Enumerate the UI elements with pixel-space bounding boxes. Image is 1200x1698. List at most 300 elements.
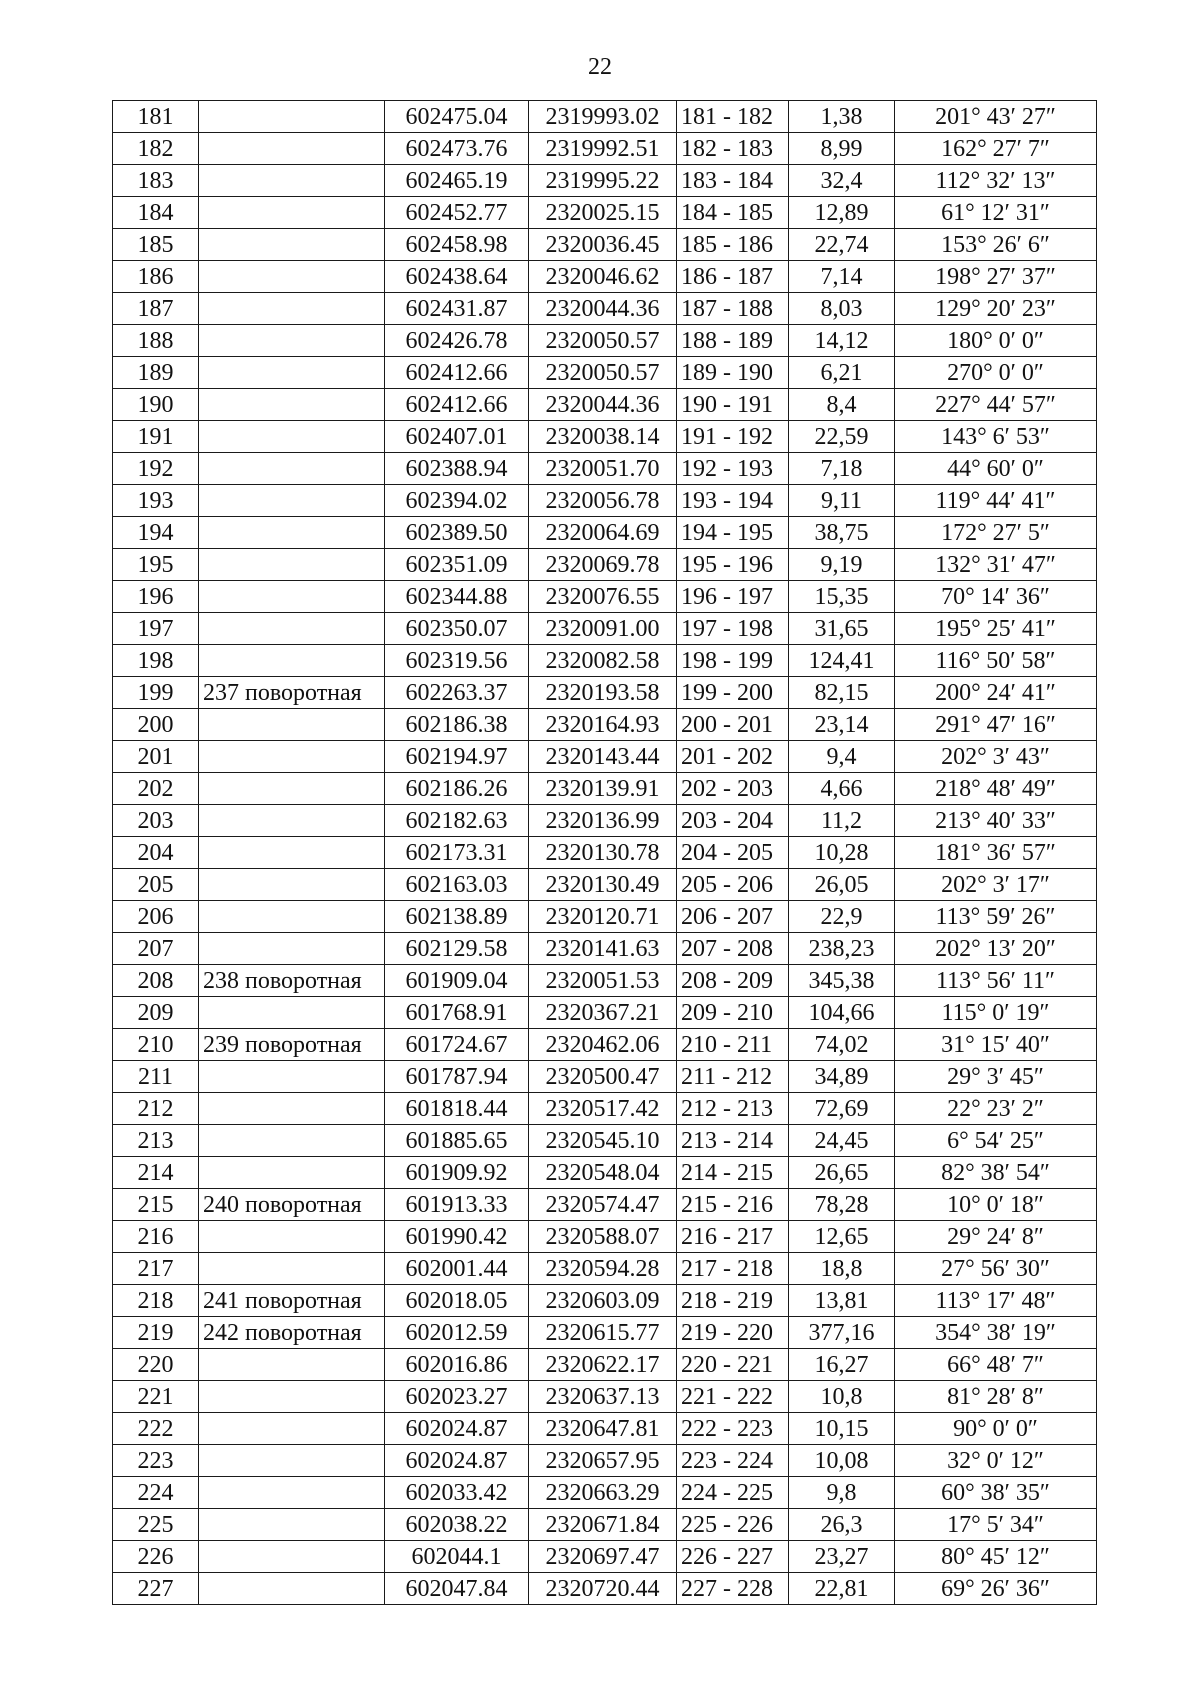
point-number-cell: 186 [113, 261, 199, 293]
segment-cell: 211 - 212 [677, 1061, 789, 1093]
point-note-cell [199, 741, 385, 773]
point-note-cell [199, 389, 385, 421]
segment-cell: 200 - 201 [677, 709, 789, 741]
point-number-cell: 198 [113, 645, 199, 677]
segment-cell: 214 - 215 [677, 1157, 789, 1189]
table-row [113, 517, 1097, 549]
point-note-cell: 241 поворотная [199, 1285, 385, 1317]
y-coordinate-cell: 2320051.70 [529, 453, 677, 485]
x-coordinate-cell: 602388.94 [385, 453, 529, 485]
y-coordinate-cell: 2320193.58 [529, 677, 677, 709]
direction-angle-cell: 116° 50′ 58″ [895, 645, 1097, 677]
direction-angle-cell: 17° 5′ 34″ [895, 1509, 1097, 1541]
point-note-cell [199, 293, 385, 325]
point-note-cell [199, 709, 385, 741]
point-number-cell: 195 [113, 549, 199, 581]
point-number-cell: 197 [113, 613, 199, 645]
point-note-cell [199, 325, 385, 357]
point-note-cell [199, 1573, 385, 1605]
point-number-cell: 217 [113, 1253, 199, 1285]
point-note-cell [199, 1349, 385, 1381]
direction-angle-cell: 31° 15′ 40″ [895, 1029, 1097, 1061]
table-row [113, 549, 1097, 581]
direction-angle-cell: 162° 27′ 7″ [895, 133, 1097, 165]
point-note-cell: 238 поворотная [199, 965, 385, 997]
length-cell: 104,66 [789, 997, 895, 1029]
table-row [113, 1061, 1097, 1093]
table-row [113, 1285, 1097, 1317]
length-cell: 11,2 [789, 805, 895, 837]
point-number-cell: 214 [113, 1157, 199, 1189]
y-coordinate-cell: 2320588.07 [529, 1221, 677, 1253]
direction-angle-cell: 69° 26′ 36″ [895, 1573, 1097, 1605]
table-row [113, 709, 1097, 741]
table-row [113, 645, 1097, 677]
table-row [113, 581, 1097, 613]
point-number-cell: 181 [113, 101, 199, 133]
table-row [113, 453, 1097, 485]
segment-cell: 187 - 188 [677, 293, 789, 325]
y-coordinate-cell: 2320462.06 [529, 1029, 677, 1061]
direction-angle-cell: 270° 0′ 0″ [895, 357, 1097, 389]
x-coordinate-cell: 602018.05 [385, 1285, 529, 1317]
length-cell: 22,74 [789, 229, 895, 261]
point-note-cell [199, 549, 385, 581]
table-row [113, 389, 1097, 421]
direction-angle-cell: 200° 24′ 41″ [895, 677, 1097, 709]
point-number-cell: 200 [113, 709, 199, 741]
x-coordinate-cell: 602138.89 [385, 901, 529, 933]
y-coordinate-cell: 2320720.44 [529, 1573, 677, 1605]
y-coordinate-cell: 2320076.55 [529, 581, 677, 613]
length-cell: 9,8 [789, 1477, 895, 1509]
y-coordinate-cell: 2320657.95 [529, 1445, 677, 1477]
x-coordinate-cell: 602319.56 [385, 645, 529, 677]
x-coordinate-cell: 602163.03 [385, 869, 529, 901]
length-cell: 38,75 [789, 517, 895, 549]
table-row [113, 1189, 1097, 1221]
y-coordinate-cell: 2320051.53 [529, 965, 677, 997]
table-row [113, 1221, 1097, 1253]
direction-angle-cell: 60° 38′ 35″ [895, 1477, 1097, 1509]
segment-cell: 194 - 195 [677, 517, 789, 549]
y-coordinate-cell: 2320647.81 [529, 1413, 677, 1445]
point-number-cell: 218 [113, 1285, 199, 1317]
y-coordinate-cell: 2319995.22 [529, 165, 677, 197]
point-number-cell: 206 [113, 901, 199, 933]
point-note-cell [199, 261, 385, 293]
direction-angle-cell: 22° 23′ 2″ [895, 1093, 1097, 1125]
direction-angle-cell: 66° 48′ 7″ [895, 1349, 1097, 1381]
y-coordinate-cell: 2319993.02 [529, 101, 677, 133]
x-coordinate-cell: 602038.22 [385, 1509, 529, 1541]
segment-cell: 183 - 184 [677, 165, 789, 197]
x-coordinate-cell: 602475.04 [385, 101, 529, 133]
y-coordinate-cell: 2320615.77 [529, 1317, 677, 1349]
direction-angle-cell: 195° 25′ 41″ [895, 613, 1097, 645]
y-coordinate-cell: 2320091.00 [529, 613, 677, 645]
length-cell: 6,21 [789, 357, 895, 389]
point-note-cell [199, 997, 385, 1029]
segment-cell: 220 - 221 [677, 1349, 789, 1381]
direction-angle-cell: 143° 6′ 53″ [895, 421, 1097, 453]
direction-angle-cell: 80° 45′ 12″ [895, 1541, 1097, 1573]
direction-angle-cell: 291° 47′ 16″ [895, 709, 1097, 741]
segment-cell: 207 - 208 [677, 933, 789, 965]
point-number-cell: 224 [113, 1477, 199, 1509]
table-row [113, 1477, 1097, 1509]
direction-angle-cell: 218° 48′ 49″ [895, 773, 1097, 805]
length-cell: 8,4 [789, 389, 895, 421]
direction-angle-cell: 90° 0′ 0″ [895, 1413, 1097, 1445]
direction-angle-cell: 180° 0′ 0″ [895, 325, 1097, 357]
point-note-cell [199, 421, 385, 453]
table-row [113, 101, 1097, 133]
table-row [113, 1317, 1097, 1349]
table-row [113, 229, 1097, 261]
x-coordinate-cell: 602024.87 [385, 1413, 529, 1445]
table-row [113, 869, 1097, 901]
direction-angle-cell: 27° 56′ 30″ [895, 1253, 1097, 1285]
x-coordinate-cell: 602351.09 [385, 549, 529, 581]
point-note-cell [199, 1125, 385, 1157]
y-coordinate-cell: 2320517.42 [529, 1093, 677, 1125]
point-note-cell [199, 517, 385, 549]
table-row [113, 613, 1097, 645]
direction-angle-cell: 181° 36′ 57″ [895, 837, 1097, 869]
segment-cell: 191 - 192 [677, 421, 789, 453]
table-row [113, 1093, 1097, 1125]
coordinates-table [112, 100, 1097, 1605]
point-note-cell: 239 поворотная [199, 1029, 385, 1061]
y-coordinate-cell: 2320044.36 [529, 389, 677, 421]
length-cell: 18,8 [789, 1253, 895, 1285]
y-coordinate-cell: 2320050.57 [529, 325, 677, 357]
segment-cell: 188 - 189 [677, 325, 789, 357]
point-note-cell [199, 1509, 385, 1541]
point-number-cell: 182 [113, 133, 199, 165]
point-number-cell: 199 [113, 677, 199, 709]
point-number-cell: 225 [113, 1509, 199, 1541]
y-coordinate-cell: 2320046.62 [529, 261, 677, 293]
length-cell: 10,28 [789, 837, 895, 869]
table-row [113, 357, 1097, 389]
point-number-cell: 201 [113, 741, 199, 773]
direction-angle-cell: 29° 3′ 45″ [895, 1061, 1097, 1093]
table-row [113, 901, 1097, 933]
point-number-cell: 216 [113, 1221, 199, 1253]
x-coordinate-cell: 602389.50 [385, 517, 529, 549]
x-coordinate-cell: 602173.31 [385, 837, 529, 869]
table-row [113, 773, 1097, 805]
point-note-cell [199, 1477, 385, 1509]
point-number-cell: 187 [113, 293, 199, 325]
segment-cell: 223 - 224 [677, 1445, 789, 1477]
segment-cell: 184 - 185 [677, 197, 789, 229]
table-row [113, 1125, 1097, 1157]
y-coordinate-cell: 2320671.84 [529, 1509, 677, 1541]
y-coordinate-cell: 2320697.47 [529, 1541, 677, 1573]
length-cell: 72,69 [789, 1093, 895, 1125]
y-coordinate-cell: 2320594.28 [529, 1253, 677, 1285]
segment-cell: 203 - 204 [677, 805, 789, 837]
x-coordinate-cell: 602023.27 [385, 1381, 529, 1413]
y-coordinate-cell: 2320143.44 [529, 741, 677, 773]
direction-angle-cell: 227° 44′ 57″ [895, 389, 1097, 421]
point-note-cell [199, 1093, 385, 1125]
direction-angle-cell: 82° 38′ 54″ [895, 1157, 1097, 1189]
x-coordinate-cell: 602412.66 [385, 357, 529, 389]
x-coordinate-cell: 602012.59 [385, 1317, 529, 1349]
point-note-cell [199, 165, 385, 197]
point-note-cell [199, 773, 385, 805]
segment-cell: 190 - 191 [677, 389, 789, 421]
direction-angle-cell: 29° 24′ 8″ [895, 1221, 1097, 1253]
table-row [113, 197, 1097, 229]
x-coordinate-cell: 602438.64 [385, 261, 529, 293]
length-cell: 124,41 [789, 645, 895, 677]
direction-angle-cell: 201° 43′ 27″ [895, 101, 1097, 133]
length-cell: 1,38 [789, 101, 895, 133]
point-number-cell: 204 [113, 837, 199, 869]
table-row [113, 133, 1097, 165]
point-note-cell [199, 1061, 385, 1093]
direction-angle-cell: 6° 54′ 25″ [895, 1125, 1097, 1157]
length-cell: 23,27 [789, 1541, 895, 1573]
point-note-cell [199, 933, 385, 965]
point-number-cell: 194 [113, 517, 199, 549]
segment-cell: 221 - 222 [677, 1381, 789, 1413]
direction-angle-cell: 115° 0′ 19″ [895, 997, 1097, 1029]
y-coordinate-cell: 2320141.63 [529, 933, 677, 965]
direction-angle-cell: 113° 59′ 26″ [895, 901, 1097, 933]
direction-angle-cell: 129° 20′ 23″ [895, 293, 1097, 325]
x-coordinate-cell: 602458.98 [385, 229, 529, 261]
table-row [113, 1381, 1097, 1413]
segment-cell: 218 - 219 [677, 1285, 789, 1317]
x-coordinate-cell: 601768.91 [385, 997, 529, 1029]
page-number: 22 [588, 54, 612, 80]
direction-angle-cell: 153° 26′ 6″ [895, 229, 1097, 261]
direction-angle-cell: 70° 14′ 36″ [895, 581, 1097, 613]
y-coordinate-cell: 2320574.47 [529, 1189, 677, 1221]
segment-cell: 198 - 199 [677, 645, 789, 677]
point-note-cell [199, 197, 385, 229]
direction-angle-cell: 32° 0′ 12″ [895, 1445, 1097, 1477]
table-row [113, 1573, 1097, 1605]
point-number-cell: 193 [113, 485, 199, 517]
segment-cell: 219 - 220 [677, 1317, 789, 1349]
y-coordinate-cell: 2319992.51 [529, 133, 677, 165]
point-number-cell: 220 [113, 1349, 199, 1381]
length-cell: 34,89 [789, 1061, 895, 1093]
length-cell: 16,27 [789, 1349, 895, 1381]
point-number-cell: 183 [113, 165, 199, 197]
segment-cell: 202 - 203 [677, 773, 789, 805]
point-number-cell: 227 [113, 1573, 199, 1605]
y-coordinate-cell: 2320663.29 [529, 1477, 677, 1509]
x-coordinate-cell: 601885.65 [385, 1125, 529, 1157]
y-coordinate-cell: 2320622.17 [529, 1349, 677, 1381]
point-number-cell: 192 [113, 453, 199, 485]
table-row [113, 485, 1097, 517]
point-number-cell: 226 [113, 1541, 199, 1573]
length-cell: 7,14 [789, 261, 895, 293]
table-body [113, 101, 1097, 1605]
y-coordinate-cell: 2320136.99 [529, 805, 677, 837]
length-cell: 32,4 [789, 165, 895, 197]
point-number-cell: 215 [113, 1189, 199, 1221]
x-coordinate-cell: 601724.67 [385, 1029, 529, 1061]
table-row [113, 1413, 1097, 1445]
x-coordinate-cell: 601818.44 [385, 1093, 529, 1125]
point-note-cell [199, 1253, 385, 1285]
length-cell: 14,12 [789, 325, 895, 357]
point-number-cell: 211 [113, 1061, 199, 1093]
segment-cell: 186 - 187 [677, 261, 789, 293]
direction-angle-cell: 132° 31′ 47″ [895, 549, 1097, 581]
x-coordinate-cell: 602024.87 [385, 1445, 529, 1477]
length-cell: 7,18 [789, 453, 895, 485]
y-coordinate-cell: 2320603.09 [529, 1285, 677, 1317]
table-row [113, 421, 1097, 453]
x-coordinate-cell: 601990.42 [385, 1221, 529, 1253]
y-coordinate-cell: 2320038.14 [529, 421, 677, 453]
length-cell: 23,14 [789, 709, 895, 741]
point-note-cell [199, 357, 385, 389]
segment-cell: 206 - 207 [677, 901, 789, 933]
point-number-cell: 221 [113, 1381, 199, 1413]
table-row [113, 677, 1097, 709]
segment-cell: 222 - 223 [677, 1413, 789, 1445]
segment-cell: 193 - 194 [677, 485, 789, 517]
x-coordinate-cell: 601913.33 [385, 1189, 529, 1221]
x-coordinate-cell: 602016.86 [385, 1349, 529, 1381]
y-coordinate-cell: 2320082.58 [529, 645, 677, 677]
direction-angle-cell: 10° 0′ 18″ [895, 1189, 1097, 1221]
point-number-cell: 219 [113, 1317, 199, 1349]
segment-cell: 213 - 214 [677, 1125, 789, 1157]
segment-cell: 216 - 217 [677, 1221, 789, 1253]
y-coordinate-cell: 2320545.10 [529, 1125, 677, 1157]
point-number-cell: 213 [113, 1125, 199, 1157]
y-coordinate-cell: 2320044.36 [529, 293, 677, 325]
x-coordinate-cell: 602473.76 [385, 133, 529, 165]
length-cell: 9,11 [789, 485, 895, 517]
table-row [113, 933, 1097, 965]
y-coordinate-cell: 2320548.04 [529, 1157, 677, 1189]
length-cell: 82,15 [789, 677, 895, 709]
direction-angle-cell: 61° 12′ 31″ [895, 197, 1097, 229]
point-note-cell [199, 645, 385, 677]
table-row [113, 1509, 1097, 1541]
segment-cell: 217 - 218 [677, 1253, 789, 1285]
segment-cell: 185 - 186 [677, 229, 789, 261]
point-note-cell [199, 901, 385, 933]
length-cell: 8,03 [789, 293, 895, 325]
point-number-cell: 205 [113, 869, 199, 901]
x-coordinate-cell: 602186.26 [385, 773, 529, 805]
direction-angle-cell: 202° 3′ 43″ [895, 741, 1097, 773]
segment-cell: 204 - 205 [677, 837, 789, 869]
length-cell: 22,81 [789, 1573, 895, 1605]
segment-cell: 197 - 198 [677, 613, 789, 645]
segment-cell: 201 - 202 [677, 741, 789, 773]
x-coordinate-cell: 602129.58 [385, 933, 529, 965]
y-coordinate-cell: 2320069.78 [529, 549, 677, 581]
segment-cell: 225 - 226 [677, 1509, 789, 1541]
direction-angle-cell: 354° 38′ 19″ [895, 1317, 1097, 1349]
segment-cell: 224 - 225 [677, 1477, 789, 1509]
y-coordinate-cell: 2320637.13 [529, 1381, 677, 1413]
point-number-cell: 191 [113, 421, 199, 453]
x-coordinate-cell: 602465.19 [385, 165, 529, 197]
x-coordinate-cell: 601909.04 [385, 965, 529, 997]
length-cell: 238,23 [789, 933, 895, 965]
length-cell: 8,99 [789, 133, 895, 165]
y-coordinate-cell: 2320064.69 [529, 517, 677, 549]
x-coordinate-cell: 602001.44 [385, 1253, 529, 1285]
point-note-cell: 242 поворотная [199, 1317, 385, 1349]
point-note-cell [199, 1445, 385, 1477]
length-cell: 22,9 [789, 901, 895, 933]
x-coordinate-cell: 602431.87 [385, 293, 529, 325]
point-number-cell: 222 [113, 1413, 199, 1445]
y-coordinate-cell: 2320056.78 [529, 485, 677, 517]
direction-angle-cell: 81° 28′ 8″ [895, 1381, 1097, 1413]
point-number-cell: 208 [113, 965, 199, 997]
segment-cell: 208 - 209 [677, 965, 789, 997]
direction-angle-cell: 172° 27′ 5″ [895, 517, 1097, 549]
length-cell: 78,28 [789, 1189, 895, 1221]
segment-cell: 209 - 210 [677, 997, 789, 1029]
table-row [113, 1157, 1097, 1189]
length-cell: 10,08 [789, 1445, 895, 1477]
direction-angle-cell: 213° 40′ 33″ [895, 805, 1097, 837]
length-cell: 15,35 [789, 581, 895, 613]
point-note-cell [199, 1221, 385, 1253]
point-number-cell: 196 [113, 581, 199, 613]
table-row [113, 837, 1097, 869]
point-note-cell [199, 805, 385, 837]
point-note-cell [199, 101, 385, 133]
x-coordinate-cell: 602394.02 [385, 485, 529, 517]
y-coordinate-cell: 2320139.91 [529, 773, 677, 805]
direction-angle-cell: 112° 32′ 13″ [895, 165, 1097, 197]
length-cell: 12,65 [789, 1221, 895, 1253]
table-row [113, 261, 1097, 293]
x-coordinate-cell: 602412.66 [385, 389, 529, 421]
x-coordinate-cell: 601787.94 [385, 1061, 529, 1093]
point-note-cell [199, 229, 385, 261]
point-note-cell [199, 613, 385, 645]
x-coordinate-cell: 602426.78 [385, 325, 529, 357]
length-cell: 12,89 [789, 197, 895, 229]
table-row [113, 165, 1097, 197]
point-note-cell [199, 133, 385, 165]
segment-cell: 226 - 227 [677, 1541, 789, 1573]
point-number-cell: 203 [113, 805, 199, 837]
point-note-cell [199, 1157, 385, 1189]
segment-cell: 205 - 206 [677, 869, 789, 901]
point-note-cell: 240 поворотная [199, 1189, 385, 1221]
table-row [113, 293, 1097, 325]
length-cell: 13,81 [789, 1285, 895, 1317]
y-coordinate-cell: 2320130.49 [529, 869, 677, 901]
x-coordinate-cell: 602407.01 [385, 421, 529, 453]
direction-angle-cell: 202° 3′ 17″ [895, 869, 1097, 901]
table-row [113, 805, 1097, 837]
